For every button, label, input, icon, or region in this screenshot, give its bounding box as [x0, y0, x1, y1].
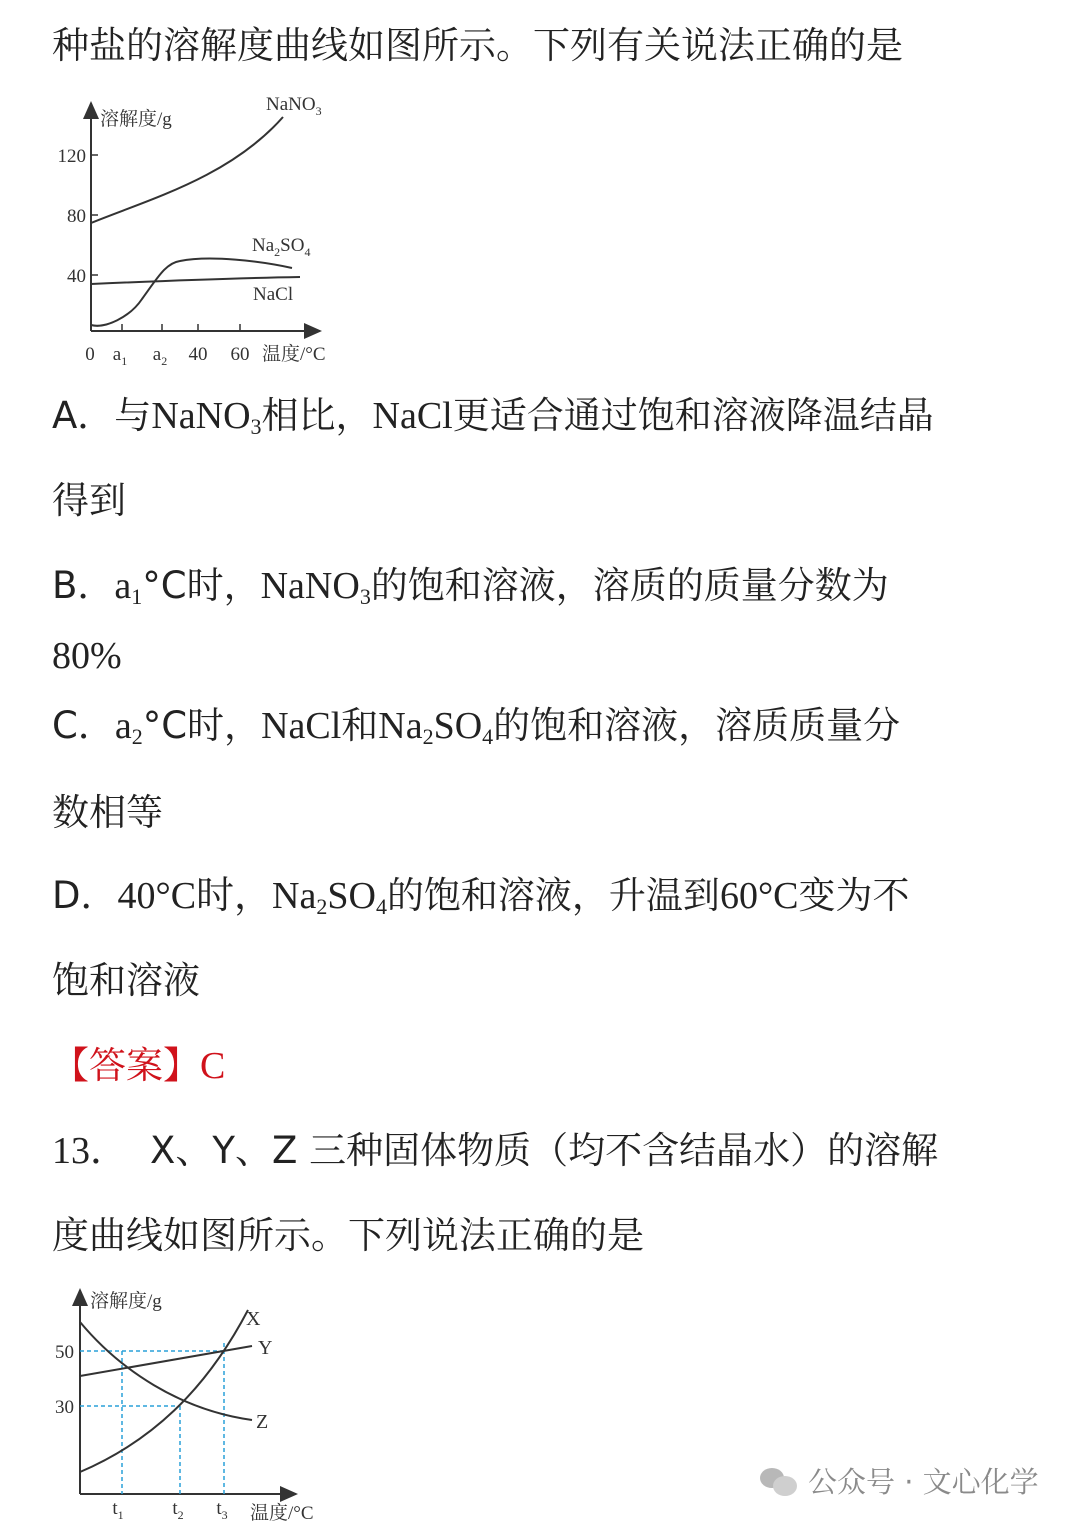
svg-text:60: 60	[230, 344, 250, 365]
chart2-ytick-30: 30	[55, 1397, 74, 1418]
solubility-chart-2	[40, 1282, 340, 1522]
chart1-series-nano3	[91, 117, 283, 223]
option-c-label: C．	[52, 704, 115, 747]
chem-na2so4: $Na_2SO_4$	[272, 875, 387, 919]
chart2-xtick-t2: $t_2$	[172, 1498, 184, 1522]
chem-na2so4: $Na_2SO_4$	[378, 705, 494, 749]
option-text: 变为不	[798, 874, 910, 917]
temp-40: 40°C时，	[117, 875, 273, 917]
answer-label: 【答案】	[52, 1044, 200, 1087]
chart2-ytick-50: 50	[55, 1342, 74, 1363]
chart1-xlabel: 温度/°C	[262, 344, 326, 365]
chem-nacl: NaCl	[261, 705, 342, 747]
chart2-series-label-x: X	[246, 1308, 261, 1330]
chart1-ytick-label: 120	[57, 146, 86, 167]
q12-option-b-line2: 80%	[52, 635, 122, 677]
chem-nacl: NaCl	[372, 395, 453, 437]
answer-value: C	[200, 1045, 226, 1087]
option-text: °C时，	[142, 704, 262, 747]
wechat-icon	[760, 1466, 798, 1496]
q12-option-d-line2: 饱和溶液	[52, 959, 200, 1002]
chem-nano3: NaNO$_3$	[151, 395, 262, 439]
q13-text: X、Y、Z 三种固体物质（均不含结晶水）的溶解	[150, 1129, 939, 1172]
option-text: 和	[341, 704, 379, 747]
chart1-series-label-nano3: NaNO$_3$	[266, 94, 322, 118]
temp-a1: $a_1$	[114, 565, 143, 609]
q12-stem-line: 种盐的溶解度曲线如图所示。下列有关说法正确的是	[52, 24, 903, 67]
chart1-ytick-label: 80	[67, 206, 86, 227]
temp-a2: $a_2$	[114, 705, 143, 749]
chart1-xtick-0: 0	[85, 344, 95, 365]
option-a-label: A．与	[52, 394, 152, 437]
q12-option-b	[52, 560, 889, 623]
q12-option-a-line2: 得到	[52, 479, 126, 522]
chart1-y-tick-80	[67, 206, 98, 227]
temp-60: 60°C	[719, 875, 799, 917]
q13-number: 13．	[52, 1130, 129, 1172]
option-text: 相比，	[261, 394, 373, 437]
q12-option-c-line2: 数相等	[52, 791, 163, 834]
q12-option-c	[52, 700, 900, 763]
chart2-xtick-t1: $t_1$	[112, 1498, 124, 1522]
option-d-label: D．	[52, 874, 118, 917]
chem-nano3: NaNO$_3$	[260, 565, 371, 609]
solubility-chart-1	[40, 85, 360, 375]
q13-line2: 度曲线如图所示。下列说法正确的是	[52, 1214, 644, 1257]
chart2-series-label-z: Z	[256, 1411, 269, 1433]
chart1-series-nacl	[91, 277, 300, 284]
q12-option-a	[52, 390, 934, 453]
watermark	[760, 1460, 1039, 1501]
chart2-ylabel: 溶解度/g	[90, 1291, 162, 1312]
chart1-series-label-na2so4: $Na_2SO_4$	[252, 235, 311, 259]
chart2-xlabel: 温度/°C	[250, 1503, 314, 1522]
chart2-series-label-y: Y	[258, 1337, 273, 1359]
option-text: 更适合通过饱和溶液降温结晶	[452, 394, 934, 437]
svg-text:40: 40	[188, 344, 208, 365]
chart1-ytick-label: 40	[67, 266, 86, 287]
q12-option-d	[52, 870, 909, 933]
svg-text:a2: $a_2$	[152, 344, 168, 368]
q13-line1	[52, 1125, 938, 1177]
chart1-ylabel: 溶解度/g	[100, 109, 172, 130]
q12-answer	[52, 1040, 225, 1092]
watermark-text: 公众号 · 文心化学	[808, 1465, 1039, 1499]
option-b-label: B．	[52, 564, 115, 607]
option-text: 的饱和溶液，升温到	[386, 874, 720, 917]
option-text: 的饱和溶液，溶质质量分	[493, 704, 901, 747]
chart1-series-label-nacl: NaCl	[253, 284, 294, 305]
chart2-xtick-t3: $t_3$	[216, 1498, 228, 1522]
option-text: 的饱和溶液，溶质的质量分数为	[370, 564, 889, 607]
option-text: °C时，	[142, 564, 261, 607]
svg-text:a1: $a_1$	[112, 344, 128, 368]
